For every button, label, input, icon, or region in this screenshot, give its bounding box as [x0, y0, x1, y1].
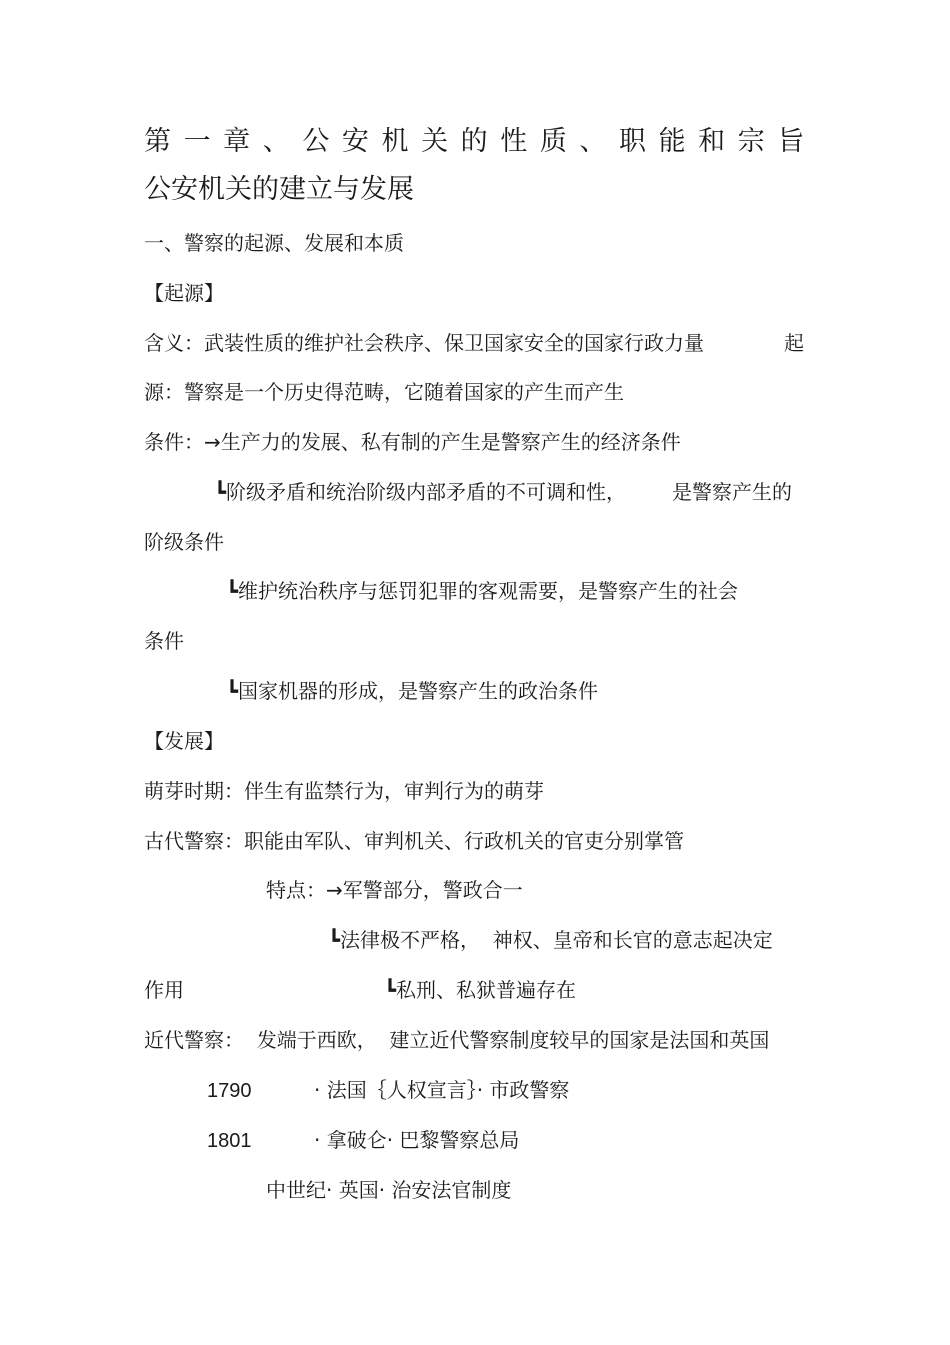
- label-development: 【发展】: [144, 729, 224, 753]
- sprout-line: 萌芽时期：伴生有监禁行为，审判行为的萌芽: [144, 779, 544, 803]
- feature-line-2: ┗法律极不严格， 神权、皇帝和长官的意志起决定: [328, 928, 773, 952]
- timeline-text: · 法国｛人权宣言｝· 市政警察: [314, 1078, 570, 1102]
- chapter-title: 第 一 章 、 公 安 机 关 的 性 质 、 职 能 和 宗 旨: [144, 126, 807, 157]
- feature-line-3b: ┗私刑、私狱普遍存在: [384, 978, 577, 1002]
- modern-line: 近代警察： 发端于西欧， 建立近代警察制度较早的国家是法国和英国: [144, 1028, 770, 1052]
- condition-line-3: 阶级条件: [144, 530, 224, 554]
- condition-line-2: ┗阶级矛盾和统治阶级内部矛盾的不可调和性，: [214, 480, 627, 504]
- timeline-text: · 拿破仑· 巴黎警察总局: [314, 1128, 520, 1152]
- timeline-year: 1801: [207, 1130, 252, 1152]
- heading-police-origin: 一、警察的起源、发展和本质: [144, 231, 404, 255]
- meaning-line: 含义：武装性质的维护社会秩序、保卫国家安全的国家行政力量: [144, 331, 704, 355]
- condition-line-5: 条件: [144, 629, 184, 653]
- meaning-line-trail: 起: [784, 331, 804, 355]
- label-origin: 【起源】: [144, 281, 224, 305]
- origin-line: 源：警察是一个历史得范畴，它随着国家的产生而产生: [144, 380, 624, 404]
- condition-line-1: 条件：→生产力的发展、私有制的产生是警察产生的经济条件: [144, 430, 681, 454]
- section-title: 公安机关的建立与发展: [144, 174, 414, 205]
- condition-line-4: ┗维护统治秩序与惩罚犯罪的客观需要，是警察产生的社会: [226, 579, 739, 603]
- feature-line-1: 特点：→军警部分，警政合一: [266, 878, 523, 902]
- condition-line-2-trail: 是警察产生的: [672, 480, 792, 504]
- timeline-year: 1790: [207, 1080, 252, 1102]
- feature-line-3a: 作用: [144, 978, 184, 1002]
- condition-line-6: ┗国家机器的形成，是警察产生的政治条件: [226, 679, 599, 703]
- medieval-line: 中世纪· 英国· 治安法官制度: [266, 1178, 512, 1202]
- ancient-line: 古代警察：职能由军队、审判机关、行政机关的官吏分别掌管: [144, 829, 684, 853]
